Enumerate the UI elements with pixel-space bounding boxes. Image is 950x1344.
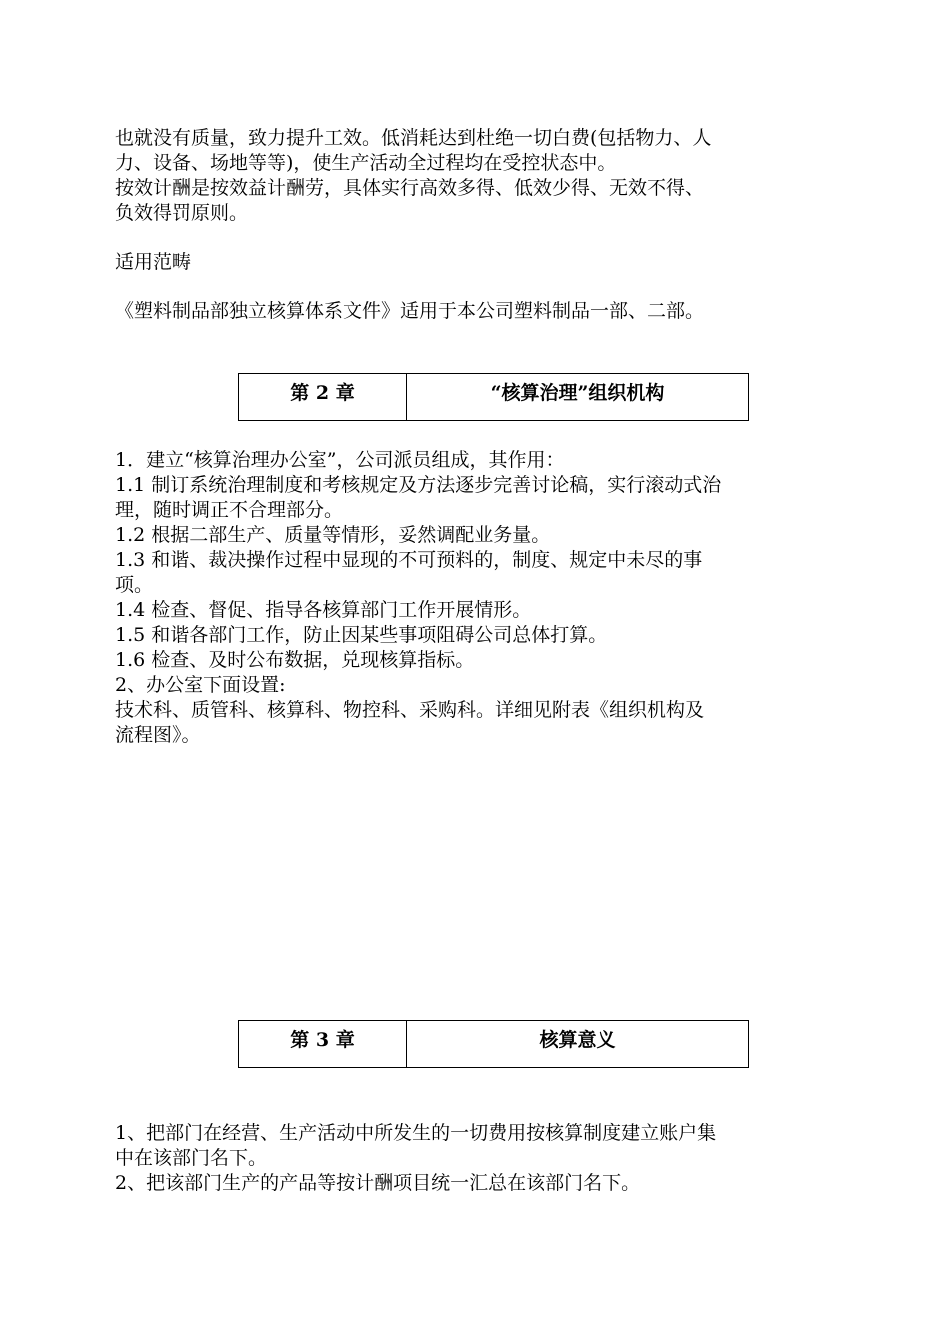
text-line: 负效得罚原则。	[115, 202, 249, 224]
text-line: 1.5 和谐各部门工作，防止因某些事项阻碍公司总体打算。	[115, 624, 608, 646]
text-line: 2、把该部门生产的产品等按计酬项目统一汇总在该部门名下。	[115, 1172, 641, 1194]
intro-paragraph-1	[115, 126, 835, 226]
chapter-number: 第 3 章	[239, 1021, 407, 1067]
text-line: 项。	[115, 574, 154, 596]
text-line: 2、办公室下面设置:	[115, 674, 286, 696]
text-line: 1、把部门在经营、生产活动中所发生的一切费用按核算制度建立账户集	[115, 1122, 717, 1144]
chapter-title: 核算意义	[539, 1029, 616, 1051]
text-line: 流程图》。	[115, 724, 201, 746]
text-line: 也就没有质量，致力提升工效。低消耗达到杜绝一切白费(包括物力、人	[115, 127, 712, 149]
text-line: 1.6 检查、及时公布数据，兑现核算指标。	[115, 649, 475, 671]
text-line: 1．建立“核算治理办公室”，公司派员组成，其作用：	[115, 449, 565, 471]
chapter-3-body	[115, 1121, 835, 1196]
text-line: 1.4 检查、督促、指导各核算部门工作开展情形。	[115, 599, 532, 621]
text-line: 按效计酬是按效益计酬劳，具体实行高效多得、低效少得、无效不得、	[115, 177, 705, 199]
chapter-2-header-table	[238, 373, 749, 421]
scope-text: 《塑料制品部独立核算体系文件》适用于本公司塑料制品一部、二部。	[115, 300, 705, 322]
text-line: 力、设备、场地等等)，使生产活动全过程均在受控状态中。	[115, 152, 617, 174]
chapter-3-header-table	[238, 1020, 749, 1068]
chapter-2-body	[115, 448, 835, 748]
chapter-number: 第 2 章	[239, 374, 407, 420]
text-line: 理，随时调正不合理部分。	[115, 499, 344, 521]
text-line: 技术科、质管科、核算科、物控科、采购科。详细见附表《组织机构及	[115, 699, 705, 721]
chapter-title: “核算治理”组织机构	[490, 382, 665, 404]
text-line: 1.2 根据二部生产、质量等情形，妥然调配业务量。	[115, 524, 551, 546]
text-line: 中在该部门名下。	[115, 1147, 268, 1169]
scope-heading: 适用范畴	[115, 251, 192, 273]
text-line: 1.1 制订系统治理制度和考核规定及方法逐步完善讨论稿，实行滚动式治	[115, 474, 722, 496]
text-line: 1.3 和谐、裁决操作过程中显现的不可预料的，制度、规定中未尽的事	[115, 549, 703, 571]
